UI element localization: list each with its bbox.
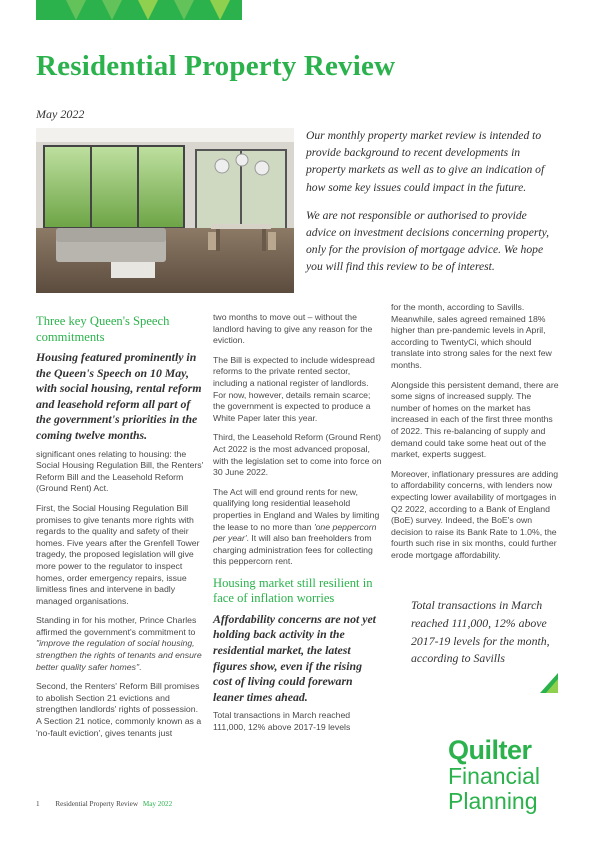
quilter-logo: [448, 736, 568, 814]
body-paragraph: two months to move out – without the landlord having to give any reason for the eviction.: [213, 312, 373, 346]
body-text: The Act will end ground rents for new, qualifying long residential leasehold properties in England and Wales by limiting the lease to no more than: [213, 486, 380, 532]
intro-paragraph: Our monthly property market review is intended to provide background to recent developments in property markets as well as to give an indication of how some key issues could impact in the future.: [306, 129, 545, 194]
article-column-2: [213, 312, 383, 742]
body-paragraph: [36, 615, 204, 673]
body-paragraph: Second, the Renters' Reform Bill promises to abolish Section 21 evictions and strengthen landlords' rights of possession. A Section 21 notice, commonly known as a 'no-fault eviction', gives tenants just: [36, 681, 202, 738]
page-footer: [36, 800, 172, 808]
quoted-text: 'one peppercorn per year': [213, 521, 377, 544]
top-decorative-band: [36, 0, 242, 20]
footer-date: May 2022: [142, 800, 173, 808]
logo-line-quilter: Quilter: [448, 735, 532, 765]
page-title: Residential Property Review: [36, 50, 396, 82]
issue-date: May 2022: [36, 107, 85, 121]
section-heading-queens-speech: Three key Queen's Speech commitments: [36, 314, 170, 344]
page-number: 1: [36, 800, 40, 808]
quoted-text: "improve the regulation of social housing, strengthen the rights of tenants and ensure better quality safer homes": [36, 638, 202, 672]
body-paragraph: [213, 487, 383, 568]
body-paragraph: First, the Social Housing Regulation Bill promises to give tenants more rights with regards to the quality and safety of their homes. Five years after the Grenfell Tower tragedy, the proposed legislation will give more power to the regulator to inspect homes, order emergency repairs, issue limitless fines and intervene in badly managed organisations.: [36, 502, 200, 606]
body-paragraph: for the month, according to Savills. Meanwhile, sales agreed remained 18% higher than pre-pandemic levels in April, according to TwentyCi, which should translate into strong sales for the next few months.: [391, 302, 552, 370]
body-paragraph: Third, the Leasehold Reform (Ground Rent) Act 2022 is the most advanced proposal, with the legislation set to come into force on 30 June 2022.: [213, 432, 382, 478]
footer-publication: Residential Property Review: [55, 800, 139, 808]
callout-triangle-graphic: [540, 673, 558, 693]
body-text: Standing in for his mother, Prince Charles affirmed the government's commitment to: [36, 615, 197, 637]
body-paragraph: Moreover, inflationary pressures are adding to affordability concerns, with lenders now expecting lower availability of mortgages in Q2 2022, according to a Bank of England (BoE) survey. Indeed, the BoE's own decision to raise its Bank Rate to 1.0%, the fourth such rise in six months, could further erode mortgage affordability.: [391, 468, 559, 560]
section-lead-queens-speech: Housing featured prominently in the Queen's Speech on 10 May, with social housing, rental reform and leasehold reform all part of the government's priorities in the coming twelve months.: [36, 350, 202, 442]
section-lead-housing-market: Affordability concerns are not yet holding back activity in the residential market, the latest figures show, even if the rising cost of living could forewarn leaner times ahead.: [213, 611, 376, 704]
body-text: .: [139, 661, 142, 672]
living-room-photo: [36, 128, 294, 293]
body-paragraph: Alongside this persistent demand, there are some signs of increased supply. The number of homes on the market has increased in each of the first three months of 2022. This re-balancing of supply and demand could take some heat out of the market, experts suggest.: [391, 379, 559, 460]
section-heading-housing-market: Housing market still resilient in face of inflation worries: [213, 575, 373, 606]
article-column-1: [36, 314, 204, 747]
band-triangles-graphic: [36, 0, 242, 20]
logo-line-planning: Planning: [448, 788, 538, 814]
logo-line-financial: Financial: [448, 763, 541, 789]
intro-block: [306, 127, 558, 287]
body-paragraph: Total transactions in March reached 111,000, 12% above 2017-19 levels: [213, 710, 351, 733]
article-column-3: [391, 302, 561, 569]
body-text: . It will also ban freeholders from charging administration fees for collecting this peppercorn rent.: [213, 533, 373, 567]
body-paragraph: The Bill is expected to include widespread reforms to the private rented sector, including a national register of landlords. For now, however, details remain scarce; the government is expected to produce a White Paper later this year.: [213, 354, 375, 423]
pull-quote: Total transactions in March reached 111,000, 12% above 2017-19 levels for the month, according to Savills: [411, 598, 550, 666]
disclaimer-paragraph: We are not responsible or authorised to provide advice on investment decisions concerning property, only for the provision of mortgage advice. We hope you will find this review to be of interest.: [306, 208, 549, 274]
body-paragraph: significant ones relating to housing: the Social Housing Regulation Bill, the Renters' Reform Bill and the Leasehold Reform (Ground Rent) Act.: [36, 448, 204, 494]
